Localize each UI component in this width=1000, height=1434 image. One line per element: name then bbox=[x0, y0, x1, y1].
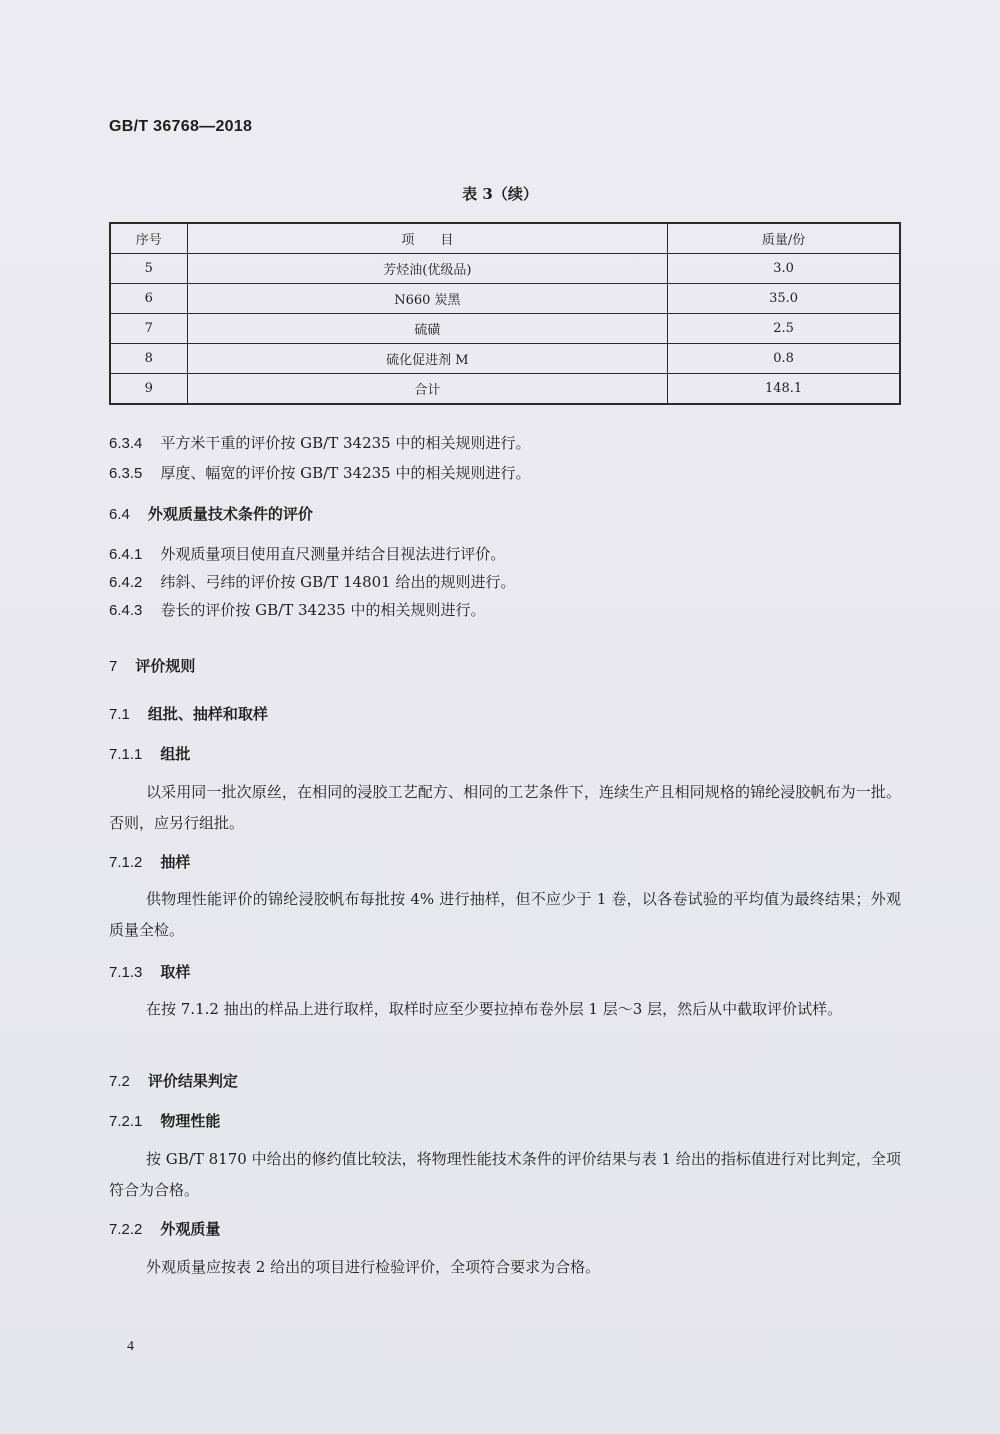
heading-7-1-1: 7.1.1 组批 bbox=[109, 745, 191, 763]
table-row bbox=[110, 284, 900, 314]
heading-7-1-3: 7.1.3 取样 bbox=[109, 963, 191, 981]
cell-mass: 2.5 bbox=[668, 314, 900, 344]
paragraph-7-1-3: 在按 7.1.2 抽出的样品上进行取样，取样时应至少要拉掉布卷外层 1 层～3 层，然后从中截取评价试样。 bbox=[146, 1000, 843, 1018]
cell-no: 5 bbox=[110, 254, 187, 284]
clause-6-4-1: 6.4.1 外观质量项目使用直尺测量并结合目视法进行评价。 bbox=[109, 545, 506, 563]
heading-7-1-2: 7.1.2 抽样 bbox=[109, 853, 191, 871]
heading-7-2-2: 7.2.2 外观质量 bbox=[109, 1220, 221, 1238]
heading-7-2-1: 7.2.1 物理性能 bbox=[109, 1112, 221, 1130]
table-row bbox=[110, 314, 900, 344]
paragraph-7-1-2: 供物理性能评价的锦纶浸胶帆布每批按 4% 进行抽样，但不应少于 1 卷，以各卷试验的平均值为最终结果；外观质量全检。 bbox=[109, 890, 901, 939]
cell-item: N660 炭黑 bbox=[187, 284, 667, 314]
heading-7: 7 评价规则 bbox=[109, 657, 196, 675]
paragraph-7-2-1: 按 GB/T 8170 中给出的修约值比较法，将物理性能技术条件的评价结果与表 1 给出的指标值进行对比判定，全项符合为合格。 bbox=[109, 1150, 901, 1199]
column-header-item: 项 目 bbox=[187, 223, 667, 254]
table-row bbox=[110, 254, 900, 284]
cell-item: 合计 bbox=[187, 374, 667, 405]
clause-6-4-2: 6.4.2 纬斜、弓纬的评价按 GB/T 14801 给出的规则进行。 bbox=[109, 573, 516, 591]
clause-6-4-3: 6.4.3 卷长的评价按 GB/T 34235 中的相关规则进行。 bbox=[109, 601, 486, 619]
cell-mass: 148.1 bbox=[668, 374, 900, 405]
heading-7-1: 7.1 组批、抽样和取样 bbox=[109, 705, 268, 723]
cell-item: 硫化促进剂 M bbox=[187, 344, 667, 374]
heading-7-2: 7.2 评价结果判定 bbox=[109, 1072, 238, 1090]
page-number: 4 bbox=[127, 1339, 134, 1354]
cell-no: 8 bbox=[110, 344, 187, 374]
table-title: 表 3（续） bbox=[462, 185, 538, 203]
cell-no: 6 bbox=[110, 284, 187, 314]
standard-code: GB/T 36768—2018 bbox=[109, 118, 253, 135]
cell-mass: 35.0 bbox=[668, 284, 900, 314]
cell-item: 芳烃油(优级品) bbox=[187, 254, 667, 284]
paragraph-7-2-2: 外观质量应按表 2 给出的项目进行检验评价，全项符合要求为合格。 bbox=[146, 1258, 601, 1276]
cell-no: 9 bbox=[110, 374, 187, 405]
cell-mass: 0.8 bbox=[668, 344, 900, 374]
column-header-mass: 质量/份 bbox=[668, 223, 900, 254]
column-header-no: 序号 bbox=[110, 223, 187, 254]
formula-table bbox=[109, 222, 901, 405]
heading-6-4: 6.4 外观质量技术条件的评价 bbox=[109, 505, 313, 523]
table-header-row bbox=[110, 223, 900, 254]
table-row bbox=[110, 344, 900, 374]
table-row bbox=[110, 374, 900, 405]
cell-mass: 3.0 bbox=[668, 254, 900, 284]
clause-6-3-5: 6.3.5 厚度、幅宽的评价按 GB/T 34235 中的相关规则进行。 bbox=[109, 464, 531, 482]
cell-no: 7 bbox=[110, 314, 187, 344]
clause-6-3-4: 6.3.4 平方米干重的评价按 GB/T 34235 中的相关规则进行。 bbox=[109, 434, 531, 452]
paragraph-7-1-1: 以采用同一批次原丝，在相同的浸胶工艺配方、相同的工艺条件下，连续生产且相同规格的锦纶浸胶帆布为一批。否则，应另行组批。 bbox=[109, 783, 901, 832]
cell-item: 硫磺 bbox=[187, 314, 667, 344]
